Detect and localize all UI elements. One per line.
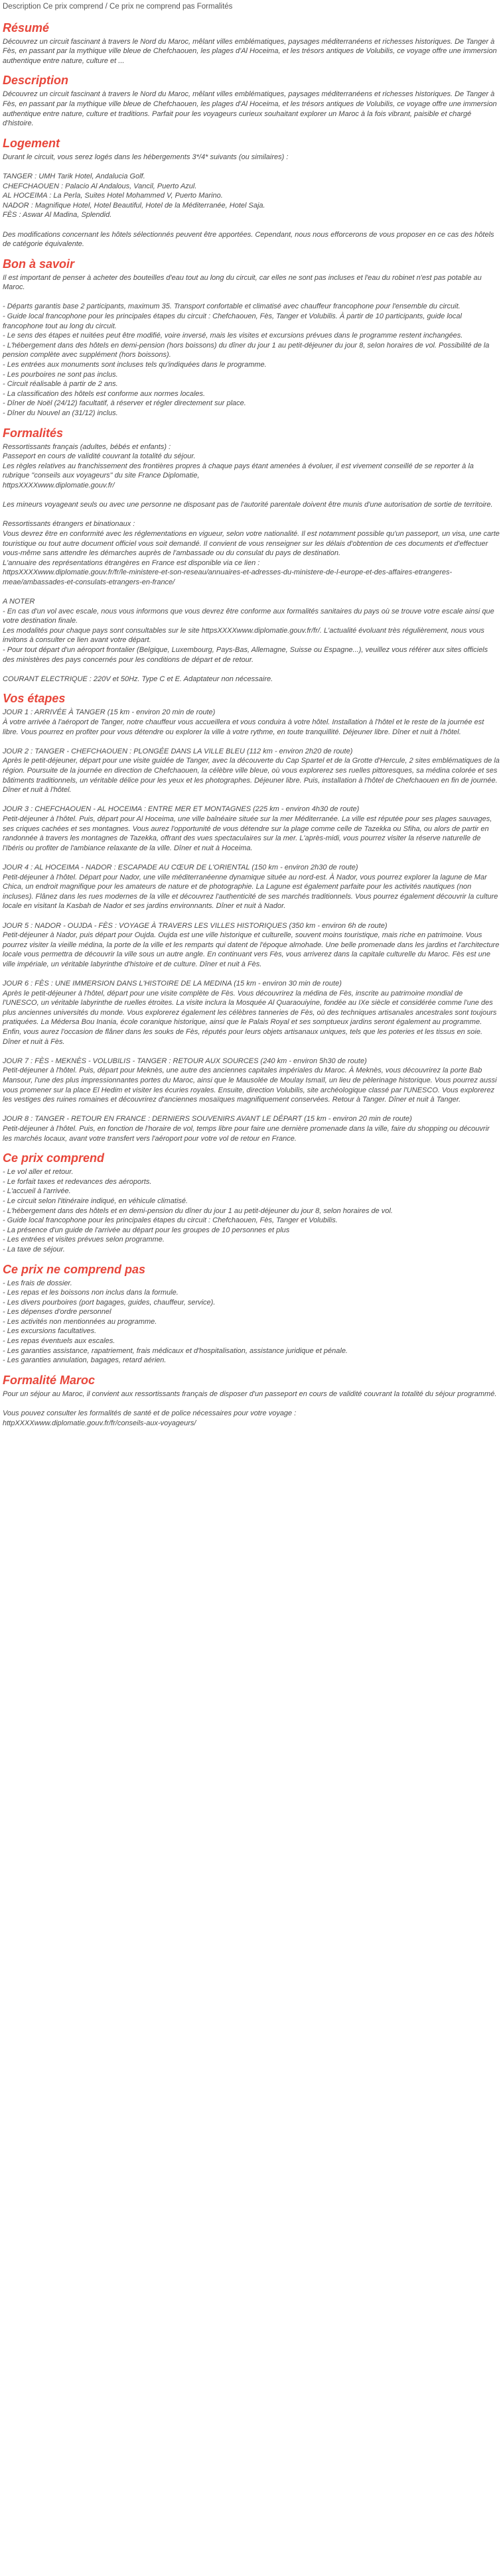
section-body-ce-prix-comprend (3, 1167, 500, 1254)
section-body-bon-a-savoir (3, 273, 500, 419)
text-line: JOUR 7 : FÈS - MEKNÈS - VOLUBILIS - TANGER : RETOUR AUX SOURCES (240 km - environ 5h30 de route) (3, 1057, 367, 1065)
text-line: Ressortissants étrangers et binationaux : (3, 520, 135, 529)
section-formalites (3, 426, 500, 684)
text-line: Ressortissants français (adultes, bébés et enfants) : (3, 442, 171, 451)
section-body-resume (3, 37, 500, 66)
section-title-resume: Résumé (3, 21, 50, 34)
section-ce-prix-ne-comprend-pas (3, 1263, 500, 1366)
text-line: Petit-déjeuner à l'hôtel. Puis, départ pour Meknès, une autre des anciennes capitales impériales du Maroc. À Meknès, vous découvrirez la porte Bab Mansour, l'une des plus impressionnantes portes du Maroc, ainsi que le Mausolée de Moulay Ismaïl, un lieu de pèlerinage historique. Vous pourrez aussi vous promener sur la place El Hedim et visiter les écuries royales. Ensuite, direction Volubilis, site archéologique classé par l'UNESCO. Vous explorerez les vestiges des ruines romaines et découvrirez d'anciennes mosaïques magnifiquement conservées. Retour à Tanger. Dîner et nuit à Tanger. (3, 1066, 497, 1104)
blank-line (3, 491, 500, 501)
blank-line (3, 737, 500, 747)
blank-line (3, 162, 500, 172)
section-formalite-maroc (3, 1374, 500, 1428)
top-nav-links[interactable]: Description Ce prix comprend / Ce prix ne comprend pas Formalités (3, 3, 233, 11)
text-line: - En cas d'un vol avec escale, nous vous informons que vous devrez être conforme aux formalités sanitaires du pays où se trouve votre escale ainsi que votre destination finale. (3, 607, 494, 625)
text-line: Petit-déjeuner à Nador, puis départ pour Oujda. Oujda est une ville historique et culturelle, souvent moins touristique, mais riche en patrimoine. Vous pourrez visiter la vieille médina, la porte de la ville et les remparts qui datent de l'époque almohade. Une belle promenade dans les jardins et l'architecture locale vous permettra de découvrir la ville sous un autre angle. En continuant vers Fès, vous arriverez dans la capitale culturelle du Maroc. Fès est une ville impériale, un véritable labyrinthe d'histoire et de culture. Dîner et nuit à Fès. (3, 931, 500, 968)
text-line: - Les frais de dossier. (3, 1279, 72, 1287)
section-title-bon-a-savoir: Bon à savoir (3, 257, 75, 271)
text-line: - Le sens des étapes et nuitées peut être modifié, voire inversé, mais les visites et excursions prévues dans le programme restent inchangées. (3, 332, 463, 340)
text-line: - Le circuit selon l'itinéraire indiqué, en véhicule climatisé. (3, 1196, 188, 1205)
text-line: - Guide local francophone pour les principales étapes du circuit : Chefchaouen, Fès, Tanger et Volubilis. (3, 1216, 338, 1225)
section-body-ce-prix-ne-comprend-pas (3, 1279, 500, 1366)
section-logement (3, 137, 500, 249)
blank-line (3, 588, 500, 598)
text-line: JOUR 2 : TANGER - CHEFCHAOUEN : PLONGÉE DANS LA VILLE BLEU (112 km - environ 2h20 de route) (3, 747, 353, 755)
section-title-ce-prix-comprend: Ce prix comprend (3, 1151, 105, 1165)
text-line: - Les dépenses d'ordre personnel (3, 1308, 111, 1317)
text-line: JOUR 8 : TANGER - RETOUR EN FRANCE : DERNIERS SOUVENIRS AVANT LE DÉPART (15 km - environ 20 min de route) (3, 1115, 412, 1124)
text-line: Vous pouvez consulter les formalités de santé et de police nécessaires pour votre voyage : (3, 1409, 297, 1418)
section-title-ce-prix-ne-comprend-pas: Ce prix ne comprend pas (3, 1262, 146, 1276)
text-line: - Les entrées aux monuments sont incluses tels qu'indiquées dans le programme. (3, 361, 267, 369)
text-line: Passeport en cours de validité couvrant la totalité du séjour. (3, 452, 196, 461)
section-body-formalites (3, 442, 500, 684)
section-description (3, 74, 500, 128)
text-line: - La classification des hôtels est conforme aux normes locales. (3, 389, 206, 398)
text-line: - L'accueil à l'arrivée. (3, 1187, 71, 1196)
section-title-logement: Logement (3, 136, 60, 150)
text-line: Petit-déjeuner à l'hôtel. Puis, départ pour Al Hoceima, une ville balnéaire située sur la mer Méditerranée. La ville est réputée pour ses plages sauvages, ses criques cachées et ses montagnes. Vous aurez l'opportunité de vous détendre sur la plage comme celle de Tazekka ou Sfiha, ou alors de partir en randonnée à travers les montagnes de Tazekka, offrant des vues spectaculaires sur la mer. L'après-midi, vous pourrez visiter la réserve naturelle de l'Ibéris ou profiter de l'ambiance relaxante de la ville. Dîner et nuit à Hoceima. (3, 814, 492, 852)
text-line: Les mineurs voyageant seuls ou avec une personne ne disposant pas de l'autorité parentale doivent être munis d'une autorisation de sortie de territoire. (3, 501, 493, 509)
text-line: JOUR 4 : AL HOCEIMA - NADOR : ESCAPADE AU CŒUR DE L'ORIENTAL (150 km - environ 2h30 de route) (3, 863, 358, 871)
text-line: JOUR 6 : FÈS : UNE IMMERSION DANS L'HISTOIRE DE LA MEDINA (15 km - environ 30 min de route) (3, 980, 342, 988)
section-body-vos-etapes (3, 708, 500, 1143)
text-line: - Circuit réalisable à partir de 2 ans. (3, 380, 118, 389)
text-line: - Les repas et les boissons non inclus dans la formule. (3, 1289, 179, 1297)
section-vos-etapes (3, 692, 500, 1143)
blank-line (3, 795, 500, 805)
text-line: - La présence d'un guide de l'arrivée au départ pour les groupes de 10 personnes et plus (3, 1226, 290, 1234)
content-sections (3, 21, 500, 1429)
text-line: - Le vol aller et retour. (3, 1168, 74, 1177)
section-resume (3, 21, 500, 66)
text-line: - Départs garantis base 2 participants, maximum 35. Transport confortable et climatisé avec chauffeur francophone pour l'ensemble du circuit. (3, 302, 461, 311)
blank-line (3, 1399, 500, 1409)
text-line: CHEFCHAOUEN : Palacio Al Andalous, Vancil, Puerto Azul. (3, 182, 197, 190)
text-line: JOUR 1 : ARRIVÉE À TANGER (15 km - environ 20 min de route) (3, 708, 216, 717)
blank-line (3, 665, 500, 675)
text-line: Il est important de penser à acheter des bouteilles d'eau tout au long du circuit, car elles ne sont pas incluses et l'eau du robinet n'est pas potable au Maroc. (3, 273, 482, 292)
text-line: FÈS : Aswar Al Madina, Splendid. (3, 211, 112, 220)
blank-line (3, 911, 500, 921)
text-line: - Les activités non mentionnées au programme. (3, 1317, 157, 1326)
section-body-description (3, 90, 500, 128)
blank-line (3, 853, 500, 863)
text-line: - Les pourboires ne sont pas inclus. (3, 370, 118, 379)
text-line: - Les repas éventuels aux escales. (3, 1337, 115, 1346)
text-line: TANGER : UMH Tarik Hotel, Andalucia Golf. (3, 172, 145, 180)
text-line: COURANT ELECTRIQUE : 220V et 50Hz. Type C et E. Adaptateur non nécessaire. (3, 675, 273, 683)
text-line: - Les garanties annulation, bagages, retard aérien. (3, 1356, 167, 1365)
blank-line (3, 510, 500, 520)
text-line: - Guide local francophone pour les principales étapes du circuit : Chefchaouen, Fès, Tanger et Volubilis. À partir de 10 participants, guide local francophone tout au long du circuit. (3, 312, 462, 330)
text-line: L'annuaire des représentations étrangères en France est disponible via ce lien : (3, 558, 260, 567)
text-line: JOUR 3 : CHEFCHAOUEN - AL HOCEIMA : ENTRE MER ET MONTAGNES (225 km - environ 4h30 de route) (3, 805, 360, 814)
text-line: - Le forfait taxes et redevances des aéroports. (3, 1177, 152, 1186)
text-line: NADOR : Magnifique Hotel, Hotel Beautiful, Hotel de la Méditerranée, Hotel Saja. (3, 201, 265, 210)
section-bon-a-savoir (3, 257, 500, 419)
text-line: Les règles relatives au franchissement des frontières propres à chaque pays étant amenées à évoluer, il est vivement conseillé de se reporter à la rubrique "conseils aux voyageurs" du site France Diplomatie, (3, 462, 474, 480)
text-line: - Dîner de Noël (24/12) facultatif, à réserver et régler directement sur place. (3, 399, 246, 408)
text-line: - Les excursions facultatives. (3, 1327, 97, 1336)
text-line: Découvrez un circuit fascinant à travers le Nord du Maroc, mêlant villes emblématiques, paysages méditerranéens et richesses historiques. De Tanger à Fès, en passant par la mythique ville bleue de Chefchaouen, les plages d'Al Hoceima, et les trésors antiques de Volubilis, ce voyage offre une immersion authentique entre nature, culture et ... (3, 37, 497, 65)
text-line: Pour un séjour au Maroc, il convient aux ressortissants français de disposer d'un passeport en cours de validité couvrant la totalité du séjour programmé. (3, 1389, 497, 1398)
blank-line (3, 1047, 500, 1057)
blank-line (3, 292, 500, 302)
blank-line (3, 220, 500, 230)
text-line: - Les entrées et visites prévues selon programme. (3, 1236, 165, 1244)
text-line: Les modalités pour chaque pays sont consultables sur le site httpsXXXXwww.diplomatie.gouv.fr/fr/. L'actualité évoluant très régulièrement, nous vous invitons à consulter ce lien avant votre départ. (3, 626, 484, 645)
text-line: - Les divers pourboires (port bagages, guides, chauffeur, service). (3, 1298, 216, 1307)
text-line: Après le petit-déjeuner, départ pour une visite guidée de Tanger, avec la découverte du Cap Spartel et de la Grotte d'Hercule, 2 sites emblématiques de la région. Poursuite de la journée en direction de Chefchaouen, la célèbre ville bleue, où vous explorerez ses ruelles pittoresques, sa médina colorée et ses bâtiments traditionnels, un véritable délice pour les yeux et les photographes. Déjeuner libre. Puis, installation à l'hôtel de Chefchaouen en fin de journée. Dîner et nuit à l'hôtel. (3, 757, 500, 795)
text-line: - La taxe de séjour. (3, 1245, 65, 1254)
section-ce-prix-comprend (3, 1151, 500, 1254)
text-line: - L'hébergement dans des hôtels et en demi-pension du dîner du jour 1 au petit-déjeuner du jour 8, selon horaires de vol. (3, 1206, 393, 1215)
external-link[interactable]: httpXXXXwww.diplomatie.gouv.fr/fr/conseils-aux-voyageurs/ (3, 1419, 196, 1427)
text-line: - Dîner du Nouvel an (31/12) inclus. (3, 409, 118, 417)
text-line: - L'hébergement dans des hôtels en demi-pension (hors boissons) du dîner du jour 1 au petit-déjeuner du jour 8, selon horaires de vol. Possibilité de la pension complète avec supplément (hors boissons). (3, 341, 490, 359)
blank-line (3, 1105, 500, 1115)
section-title-formalites: Formalités (3, 426, 64, 440)
blank-line (3, 969, 500, 979)
section-body-logement (3, 153, 500, 249)
text-line: À votre arrivée à l'aéroport de Tanger, notre chauffeur vous accueillera et vous conduira à votre hôtel. Installation à l'hôtel et le reste de la journée est libre. Vous pourrez en profiter pour vous détendre ou explorer la ville à votre rythme, en toute tranquillité. Déjeuner libre. Dîner et nuit à l'hôtel. (3, 718, 484, 736)
external-link[interactable]: httpsXXXXwww.diplomatie.gouv.fr/fr/le-ministere-et-son-reseau/annuaires-et-adresses-du-ministere-de-l-europe-et-des-affaires-etrangeres-meae/ambassades-et-consulats-etrangers-en-france/ (3, 568, 453, 586)
text-line: - Les garanties assistance, rapatriement, frais médicaux et d'hospitalisation, assistance juridique et pénale. (3, 1346, 348, 1355)
section-title-vos-etapes: Vos étapes (3, 692, 66, 706)
text-line: Petit-déjeuner à l'hôtel. Départ pour Nador, une ville méditerranéenne dynamique située au nord-est. À Nador, vous pourrez explorer la lagune de Mar Chica, un endroit magnifique pour les amateurs de nature et de photographie. La Lagune est également parfaite pour les activités nautiques (non incluses). Flânez dans les rues modernes de la ville et découvrez l'authenticité de ses marchés traditionnels. Vous pourrez également découvrir la culture locale en visitant la Kasbah de Nador et ses jardins environnants. Dîner et nuit à Nador. (3, 873, 498, 911)
text-line: Des modifications concernant les hôtels sélectionnés peuvent être apportées. Cependant, nous nous efforcerons de vous proposer en ce cas des hôtels de catégorie équivalente. (3, 230, 494, 249)
section-title-description: Description (3, 74, 69, 88)
text-line: Après le petit-déjeuner à l'hôtel, départ pour une visite complète de Fès. Vous découvrirez la médina de Fès, inscrite au patrimoine mondial de l'UNESCO, un véritable labyrinthe de ruelles étroites. La visite inclura la Mosquée Al Quaraouiyine, fondée au IXe siècle et considérée comme l'une des plus anciennes universités du monde. Vous explorerez également les célèbres tanneries de Fès, où des techniques artisanales ancestrales sont toujours pratiquées. La Médersa Bou Inania, école coranique historique, ainsi que le Palais Royal et ses somptueux jardins seront également au programme. Enfin, vous aurez l'occasion de flâner dans les souks de Fès, réputés pour leurs objets artisanaux uniques, tels que les poteries et les tissus en soie. Dîner et nuit à Fès. (3, 989, 497, 1046)
text-line: JOUR 5 : NADOR - OUJDA - FÈS : VOYAGE À TRAVERS LES VILLES HISTORIQUES (350 km - environ 6h de route) (3, 921, 388, 930)
external-link[interactable]: httpsXXXXwww.diplomatie.gouv.fr/ (3, 481, 115, 489)
text-line: Petit-déjeuner à l'hôtel. Puis, en fonction de l'horaire de vol, temps libre pour faire une dernière promenade dans la ville, faire du shopping ou découvrir les marchés locaux, avant votre transfert vers l'aéroport pour votre vol de retour en France. (3, 1124, 490, 1143)
text-line: Découvrez un circuit fascinant à travers le Nord du Maroc, mêlant villes emblématiques, paysages méditerranéens et richesses historiques. De Tanger à Fès, en passant par la mythique ville bleue de Chefchaouen, les plages d'Al Hoceima, et les trésors antiques de Volubilis, ce voyage offre une immersion authentique entre nature, culture et traditions. Parfait pour les voyageurs curieux souhaitant explorer un Maroc à la fois vibrant, paisible et chargé d'histoire. (3, 90, 497, 128)
text-line: AL HOCEIMA : La Perla, Suites Hotel Mohammed V, Puerto Marino. (3, 192, 223, 200)
section-body-formalite-maroc (3, 1389, 500, 1428)
section-title-formalite-maroc: Formalité Maroc (3, 1373, 96, 1387)
text-line: - Pour tout départ d'un aéroport frontalier (Belgique, Luxembourg, Pays-Bas, Allemagne, Suisse ou Espagne...), veuillez vous référer aux sites officiels des ministères des pays concernés pour les conditions de départ et de retour. (3, 646, 488, 664)
text-line: Durant le circuit, vous serez logés dans les hébergements 3*/4* suivants (ou similaires) : (3, 153, 289, 161)
text-line: A NOTER (3, 598, 35, 606)
text-line: Vous devrez être en conformité avec les réglementations en vigueur, selon votre nationalité. Il est notamment possible qu'un passeport, un visa, une carte touristique ou tout autre document officiel vous soit demandé. Il convient de vous renseigner sur les délais d'obtention de ces documents et d'effectuer vous-même sans attendre les démarches auprès de l'ambassade ou du consulat du pays de destination. (3, 529, 500, 558)
